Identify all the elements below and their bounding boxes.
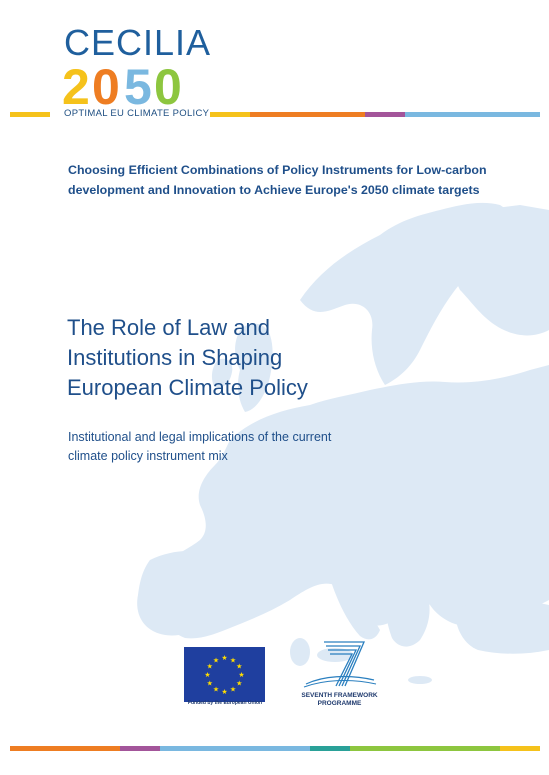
top-bar-orange: [210, 112, 250, 117]
project-full-name: Choosing Efficient Combinations of Policy Instruments for Low-carbon development and Innovation to Achieve Europe's 2050 climate targets: [68, 163, 487, 197]
bottom-bar-green: [350, 746, 500, 751]
cecilia-logo: [60, 22, 210, 122]
top-bar-blue: [405, 112, 540, 117]
top-bar-orange2: [250, 112, 365, 117]
logo-tagline: OPTIMAL EU CLIMATE POLICY: [64, 108, 210, 119]
bottom-bar-blue: [160, 746, 310, 751]
document-subtitle: Institutional and legal implications of the current climate policy instrument mix: [68, 430, 332, 463]
fp7-caption: SEVENTH FRAMEWORK PROGRAMME: [301, 692, 378, 707]
eu-star-icon: ★: [229, 686, 237, 694]
logo-digit-2: 2: [62, 59, 90, 115]
eu-star-icon: ★: [238, 672, 245, 679]
eu-star-icon: ★: [236, 663, 243, 671]
eu-flag-icon: [184, 647, 265, 702]
bottom-bar-orange: [10, 746, 120, 751]
eu-star-icon: ★: [206, 680, 213, 688]
fp7-logo-icon: [298, 640, 378, 690]
eu-star-icon: ★: [236, 680, 243, 688]
bottom-bar-purple: [120, 746, 160, 751]
top-bar-yellow: [10, 112, 50, 117]
eu-star-icon: ★: [229, 657, 237, 665]
eu-star-icon: ★: [212, 686, 220, 694]
bottom-bar-teal: [310, 746, 350, 751]
eu-star-icon: ★: [204, 672, 211, 679]
logo-name: CECILIA: [64, 22, 212, 63]
logo-digit-0b: 0: [154, 59, 182, 115]
logo-digit-0: 0: [92, 59, 120, 115]
eu-star-icon: ★: [221, 655, 228, 662]
eu-star-icon: ★: [206, 663, 213, 671]
logo-digit-5: 5: [124, 59, 152, 115]
eu-star-icon: ★: [221, 689, 228, 696]
top-bar-purple: [365, 112, 405, 117]
bottom-bar-yellow: [500, 746, 540, 751]
eu-star-icon: ★: [212, 657, 220, 665]
eu-funding-caption: Funded by the European Union: [187, 700, 263, 706]
document-title: The Role of Law and Institutions in Shaping European Climate Policy: [67, 315, 308, 400]
